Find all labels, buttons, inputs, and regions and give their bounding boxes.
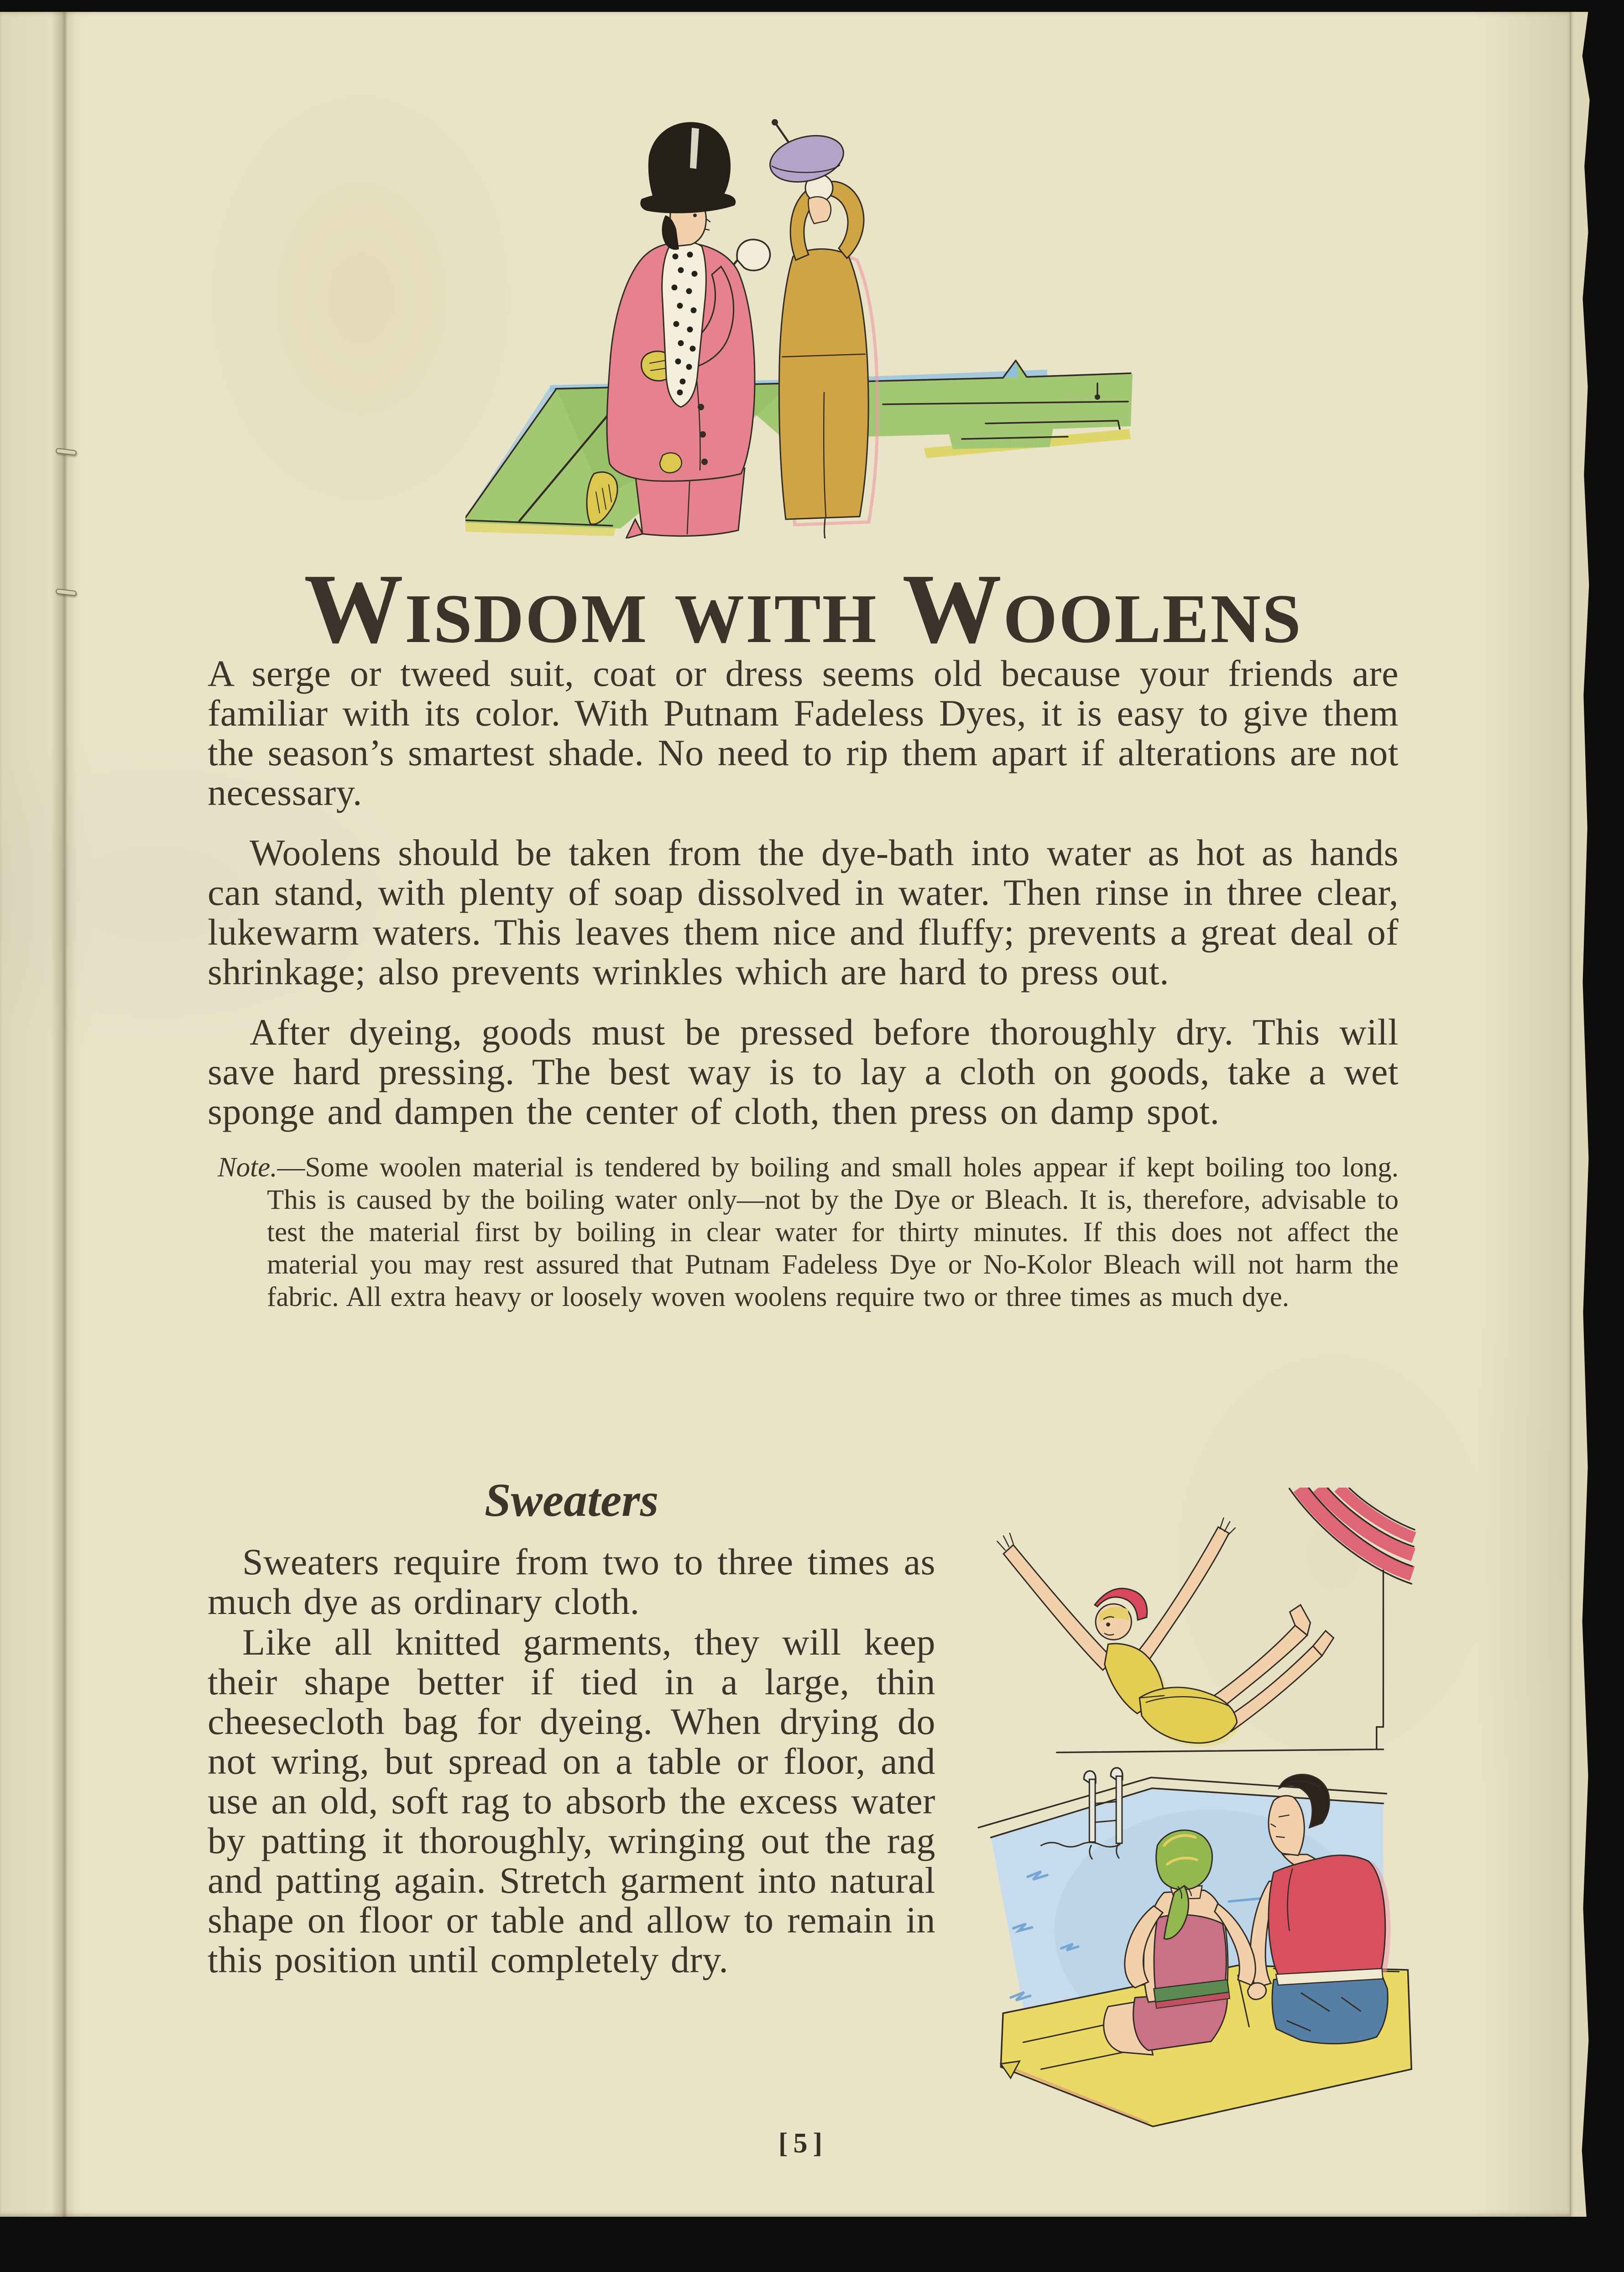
- body-paragraph-2: Woolens should be taken from the dye-bath into water as hot as hands can stand, with plenty of soap dissolved in water. Then rinse in three clear, lukewarm waters. This leaves them nice and fluffy; prevents a great deal of shrinkage; also prevents wrinkles which are hard to press out.: [208, 832, 1399, 992]
- page-number: [5]: [778, 2128, 828, 2159]
- golf-illustration: [465, 110, 1150, 538]
- page-title: Wisdom with Woolens: [304, 554, 1302, 664]
- sweaters-paragraph-2: Like all knitted garments, they will keep their shape better if tied in a large, thin cheesecloth bag for dyeing. When drying do not wring, but spread on a table or floor, and use an old, soft rag to absorb the excess water by patting it thoroughly, wringing out the rag and patting again. Stretch garment into natural shape on floor or table and allow to remain in this position until completely dry.: [208, 1621, 935, 1981]
- note-label: Note.: [218, 1152, 277, 1183]
- spine-crease: [51, 12, 77, 2217]
- body-paragraph-3: After dyeing, goods must be pressed before thoroughly dry. This will save hard pressing. The best way is to lay a cloth on goods, take a wet sponge and dampen the center of cloth, then press on damp spot.: [208, 1011, 1399, 1132]
- booklet-page: [0, 12, 1570, 2217]
- note-text: —Some woolen material is tendered by boiling and small holes appear if kept boiling too long. This is caused by the boiling water only—not by the Dye or Bleach. It is, therefore, advisable to test the material first by boiling in clear water for thirty minutes. If this does not affect the material you may rest assured that Putnam Fadeless Dye or No-Kolor Bleach will not harm the fabric. All extra heavy or loosely woven woolens require two or three times as much dye.: [267, 1152, 1399, 1312]
- golfer-swinging: [765, 119, 877, 538]
- note-paragraph: [218, 1151, 1399, 1313]
- sweaters-section: [208, 1462, 1399, 2140]
- swim-illustration: [961, 1488, 1412, 2140]
- sweaters-paragraph-1: Sweaters require from two to three times as much dye as ordinary cloth.: [208, 1541, 935, 1623]
- diver: [997, 1518, 1333, 1747]
- golfer-with-club: [519, 122, 770, 538]
- body-text: [208, 653, 1399, 1313]
- sweaters-heading: Sweaters: [484, 1474, 659, 1526]
- body-paragraph-1: A serge or tweed suit, coat or dress seems old because your friends are familiar with its color. With Putnam Fadeless Dyes, it is easy to give them the season’s smartest shade. No need to rip them apart if alterations are not necessary.: [208, 653, 1399, 813]
- awning: [1290, 1488, 1415, 1584]
- page-deckle-edge: [1570, 12, 1591, 2217]
